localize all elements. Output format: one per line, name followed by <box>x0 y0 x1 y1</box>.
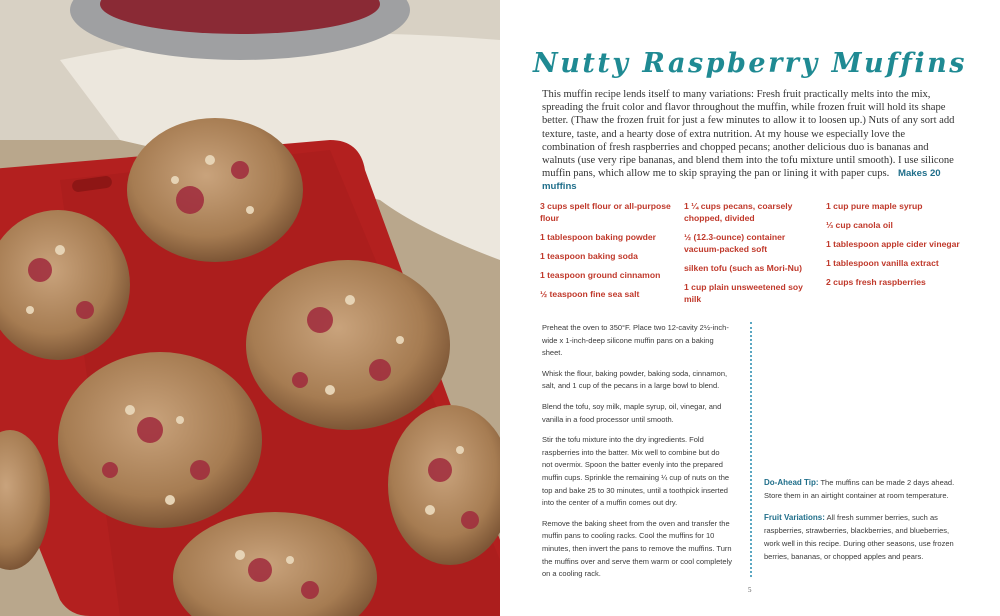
ingredient-item: 1 tablespoon vanilla extract <box>826 258 939 268</box>
ingredients-column-2 <box>684 200 822 312</box>
ingredient-item: ½ teaspoon fine sea salt <box>540 289 640 299</box>
instructions <box>542 322 732 589</box>
ingredient-item: 2 cups fresh raspberries <box>826 277 926 287</box>
dotted-divider <box>750 322 752 577</box>
recipe-intro <box>542 88 958 194</box>
ingredient-item: ½ (12.3-ounce) container vacuum-packed soft <box>684 232 786 254</box>
tip-text: The muffins can be made 2 days ahead. Store them in an airtight container at room temperature. <box>764 478 955 500</box>
ingredient-item: 1 tablespoon baking powder <box>540 232 657 242</box>
instruction-step: Remove the baking sheet from the oven and transfer the muffin pans to cooling racks. Cool the muffins for 10 minutes, then invert the pans to remove the muffins. Turn the muffins over and serve them warm or cool completely on a cooling rack. <box>542 518 732 579</box>
tips <box>764 476 964 572</box>
ingredient-item: 1 cup pure maple syrup <box>826 201 923 211</box>
instruction-step: Blend the tofu, soy milk, maple syrup, oil, vinegar, and vanilla in a food processor until smooth. <box>542 401 722 424</box>
page-number: 5 <box>748 586 752 594</box>
instruction-step: Stir the tofu mixture into the dry ingredients. Fold raspberries into the batter. Mix well to combine but do not overmix. Spoon the batter evenly into the prepared muffin cups. Sprinkle the remaining ¼ cup of nuts on the top and bake 25 to 30 minutes, until a toothpick inserted into the center of a muffin comes out dry. <box>542 435 730 508</box>
tip-label: Do-Ahead Tip: <box>764 478 819 487</box>
ingredient-item: silken tofu (such as Mori-Nu) <box>684 263 802 273</box>
ingredient-item: ⅓ cup canola oil <box>826 220 893 230</box>
recipe-title: Nutty Raspberry Muffins <box>533 48 967 79</box>
ingredient-item: 1 cup plain unsweetened soy milk <box>684 282 803 304</box>
ingredient-item: 1 ¼ cups pecans, coarsely chopped, divided <box>684 201 793 223</box>
ingredient-item: 1 tablespoon apple cider vinegar <box>826 239 960 249</box>
intro-text: This muffin recipe lends itself to many variations: Fresh fruit practically melts into the mix, spreading the fruit color and flavor throughout the muffin, while frozen fruit will hold its shape better. (Thaw the frozen fruit for just a few minutes to allow it to loosen up.) Nuts of any sort add texture, taste, and a hearty dose of extra nutrition. At my house we especially love the combination of fresh raspberries and chopped pecans; another delicious duo is bananas and walnuts (use very ripe bananas, and blend them into the tofu mixture until smooth). I use silicone muffin pans, which allow me to skip spraying the pan or lining it with paper cups. <box>542 89 955 180</box>
ingredient-item: 1 teaspoon baking soda <box>540 251 638 261</box>
tip-do-ahead <box>764 476 964 502</box>
ingredients-column-1 <box>540 200 680 307</box>
ingredients-column-3 <box>826 200 966 295</box>
instruction-step: Whisk the flour, baking powder, baking soda, cinnamon, salt, and 1 cup of the pecans in a large bowl to blend. <box>542 368 728 391</box>
recipe-page <box>500 0 1000 616</box>
instruction-step: Preheat the oven to 350°F. Place two 12-cavity 2½-inch-wide x 1-inch-deep silicone muffin pans on a baking sheet. <box>542 323 729 358</box>
ingredient-item: 1 teaspoon ground cinnamon <box>540 270 661 280</box>
ingredient-item: 3 cups spelt flour or all-purpose flour <box>540 201 671 223</box>
tip-fruit-variations <box>764 511 964 563</box>
tip-text: All fresh summer berries, such as raspberries, strawberries, blackberries, and blueberries, work well in this recipe. During other seasons, use frozen berries, bananas, or chopped apples and pears. <box>764 513 954 561</box>
tip-label: Fruit Variations: <box>764 513 825 522</box>
yield-text: Makes 20 muffins <box>542 168 941 193</box>
